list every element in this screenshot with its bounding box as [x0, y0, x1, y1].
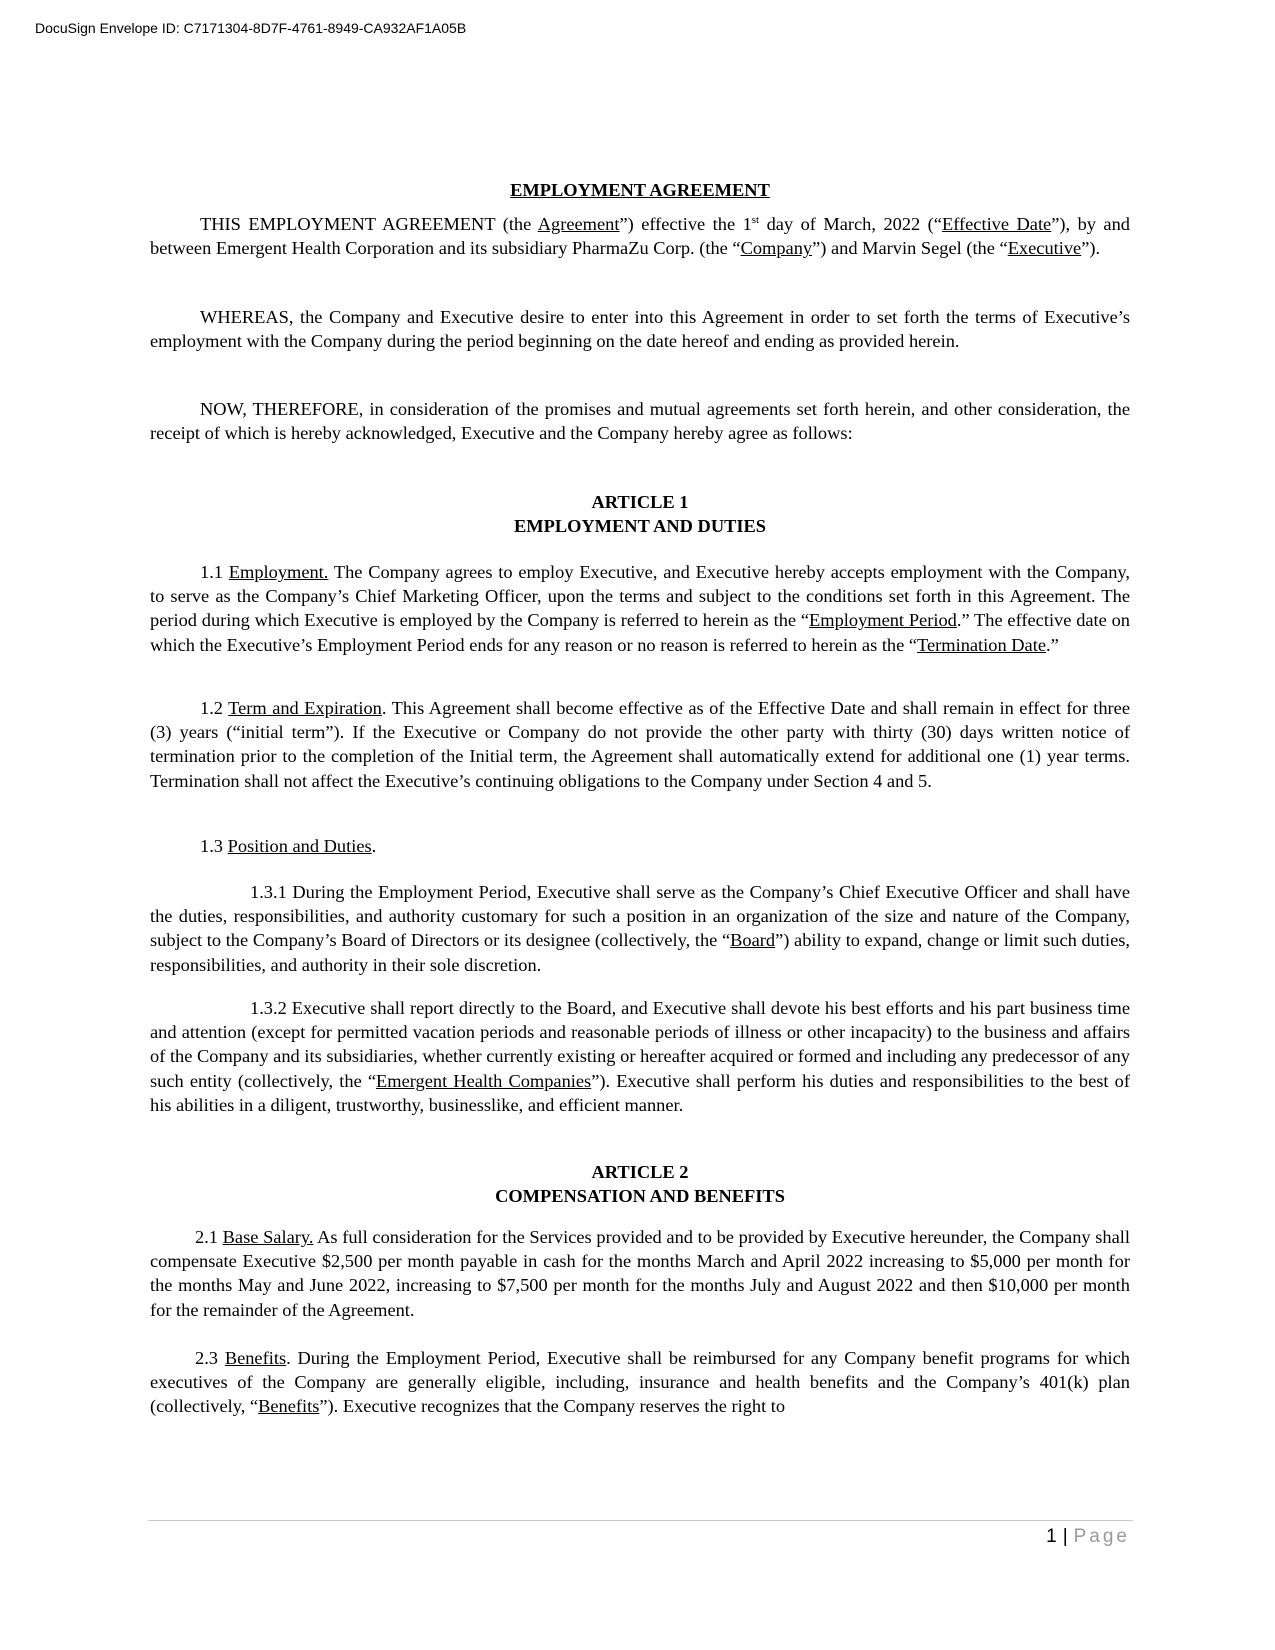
section-1-2: 1.2 Term and Expiration. This Agreement shall become effective as of the Effective Date and shall remain in effect for three (3) years (“initial term”). If the Executive or Company do not provide the other party with thirty (30) days written notice of termination prior to the completion of the Initial term, the Agreement shall automatically extend for additional one (1) year terms. Termination shall not affect the Executive’s continuing obligations to the Company under Section 4 and 5. [150, 698, 1130, 791]
now-therefore-paragraph: NOW, THEREFORE, in consideration of the promises and mutual agreements set forth herein, and other consideration, the receipt of which is hereby acknowledged, Executive and the Company hereby agree as follows: [150, 399, 1130, 444]
page-footer [1046, 1526, 1130, 1548]
docusign-envelope-id: DocuSign Envelope ID: C7171304-8D7F-4761-8949-CA932AF1A05B [35, 20, 467, 36]
whereas-paragraph: WHEREAS, the Company and Executive desire to enter into this Agreement in order to set forth the terms of Executive’s employment with the Company during the period beginning on the date hereof and ending as provided herein. [150, 307, 1130, 352]
intro-paragraph-1: THIS EMPLOYMENT AGREEMENT (the Agreement”) effective the 1st day of March, 2022 (“Effective Date”), by and between Emergent Health Corporation and its subsidiary PharmaZu Corp. (the “Company”) and Marvin Segel (the “Executive”). [150, 213, 1130, 259]
section-1-3-1: 1.3.1 During the Employment Period, Executive shall serve as the Company’s Chief Executive Officer and shall have the duties, responsibilities, and authority customary for such a position in an organization of the size and nature of the Company, subject to the Company’s Board of Directors or its designee (collectively, the “Board”) ability to expand, change or limit such duties, responsibilities, and authority in their sole discretion. [150, 882, 1130, 975]
section-1-1: 1.1 Employment. The Company agrees to employ Executive, and Executive hereby accepts employment with the Company, to serve as the Company’s Chief Marketing Officer, upon the terms and subject to the conditions set forth in this Agreement. The period during which Executive is employed by the Company is referred to herein as the “Employment Period.” The effective date on which the Executive’s Employment Period ends for any reason or no reason is referred to herein as the “Termination Date.” [150, 562, 1130, 655]
section-2-3: 2.3 Benefits. During the Employment Period, Executive shall be reimbursed for any Company benefit programs for which executives of the Company are generally eligible, including, insurance and health benefits and the Company’s 401(k) plan (collectively, “Benefits”). Executive recognizes that the Company reserves the right to [150, 1348, 1130, 1417]
footer-divider [148, 1520, 1133, 1521]
page-separator: | [1062, 1526, 1068, 1547]
page-label: Page [1073, 1526, 1130, 1547]
document-title: EMPLOYMENT AGREEMENT [510, 180, 770, 200]
section-1-3-2: 1.3.2 Executive shall report directly to the Board, and Executive shall devote his best efforts and his part business time and attention (except for permitted vacation periods and reasonable periods of illness or other incapacity) to the business and affairs of the Company and its subsidiaries, whether currently existing or hereafter acquired or formed and including any predecessor of any such entity (collectively, the “Emergent Health Companies”). Executive shall perform his duties and responsibilities to the best of his abilities in a diligent, trustworthy, businesslike, and efficient manner. [150, 998, 1130, 1115]
article-1-heading: ARTICLE 1 EMPLOYMENT AND DUTIES [513, 492, 767, 537]
section-2-1: 2.1 Base Salary. As full consideration for the Services provided and to be provided by Executive hereunder, the Company shall compensate Executive $2,500 per month payable in cash for the months March and April 2022 increasing to $5,000 per month for the months May and June 2022, increasing to $7,500 per month for the months July and August 2022 and then $10,000 per month for the remainder of the Agreement. [150, 1227, 1130, 1320]
article-2-heading: ARTICLE 2 COMPENSATION AND BENEFITS [495, 1162, 785, 1207]
section-1-3: 1.3 Position and Duties. [200, 836, 377, 856]
page-number: 1 [1046, 1526, 1057, 1547]
